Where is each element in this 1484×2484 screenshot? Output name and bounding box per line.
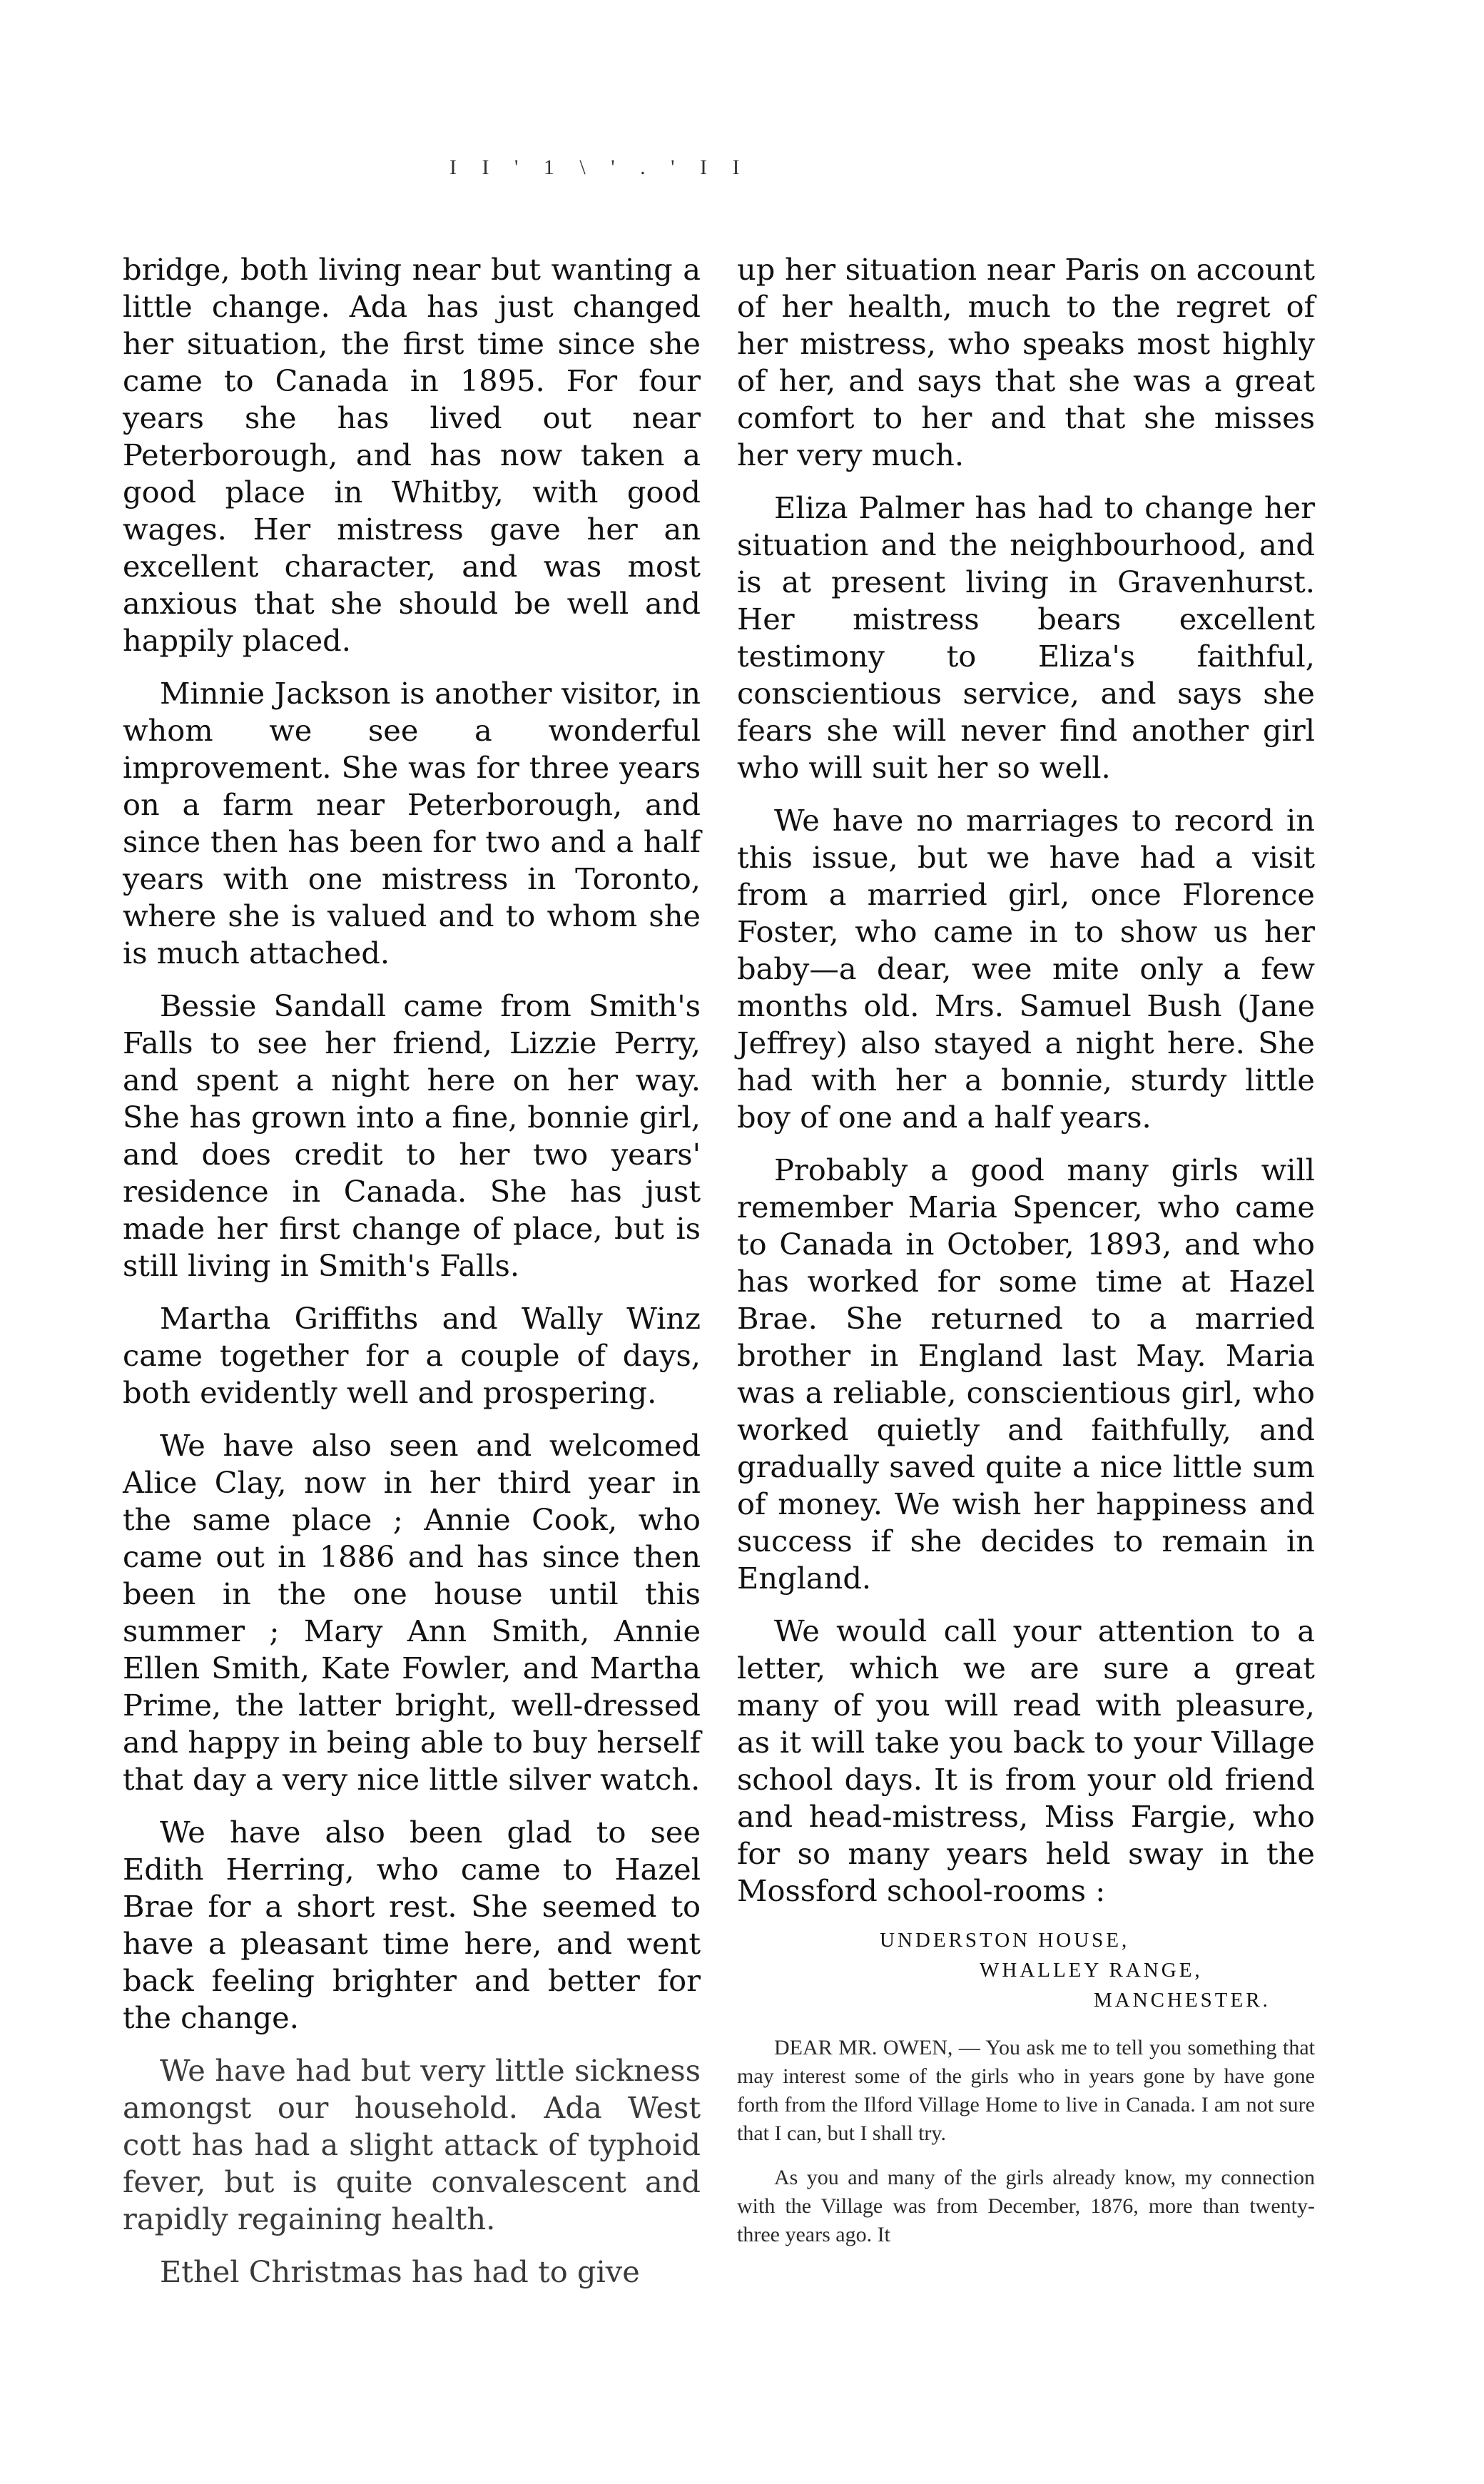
left-column <box>123 251 701 2306</box>
paragraph: We have no marriages to record in this issue, but we have had a visit from a married girl, once Florence Foster, who came in to show us her baby—a dear, wee mite only a few months old. Mrs. Samuel Bush (Jane Jeffrey) also stayed a night here. She had with her a bonnie, sturdy little boy of one and a half years. <box>737 803 1315 1135</box>
address-line: WHALLEY RANGE, <box>980 1959 1203 1982</box>
paragraph: We have also seen and welcomed Alice Clay, now in her third year in the same place ; Annie Cook, who came out in 1886 and has since then been in the one house until this summer ; Mary Ann Smith, Annie Ellen Smith, Kate Fowler, and Martha Prime, the latter bright, well-dressed and happy in being able to buy herself that day a very nice little silver watch. <box>123 1428 701 1797</box>
paragraph: Martha Griffiths and Wally Winz came together for a couple of days, both evidently well and prospering. <box>123 1301 701 1410</box>
paragraph: Eliza Palmer has had to change her situation and the neighbourhood, and is at present living in Gravenhurst. Her mistress bears excellent testimony to Eliza's faithful, conscientious service, and says she fears she will never find another girl who will suit her so well. <box>737 490 1315 785</box>
address-line: MANCHESTER. <box>1094 1989 1271 2012</box>
right-column <box>737 251 1315 2265</box>
page-header: I I ' 1 \ ' . ' I I <box>449 156 750 179</box>
paragraph: bridge, both living near but wanting a little change. Ada has just changed her situation, the first time since she came to Canada in 1895. For four years she has lived out near Peterborough, and has now taken a good place in Whitby, with good wages. Her mistress gave her an excellent character, and was most anxious that she should be well and happily placed. <box>123 252 701 658</box>
paragraph: We have had but very little sickness amongst our household. Ada West cott has had a slight attack of typhoid fever, but is quite convalescent and rapidly regaining health. <box>123 2053 701 2236</box>
paragraph: Bessie Sandall came from Smith's Falls to see her friend, Lizzie Perry, and spent a night here on her way. She has grown into a fine, bonnie girl, and does credit to her two years' residence in Canada. She has just made her first change of place, but is still living in Smith's Falls. <box>123 988 701 1283</box>
letter-paragraph: As you and many of the girls already know, my connection with the Village was from December, 1876, more than twenty-three years ago. It <box>737 2166 1315 2246</box>
paragraph: up her situation near Paris on account of her health, much to the regret of her mistress, who speaks most highly of her, and says that she was a great comfort to her and that she misses her very much. <box>737 252 1315 472</box>
letter-address <box>737 1925 1315 2015</box>
paragraph: Minnie Jackson is another visitor, in whom we see a wonderful improvement. She was for three years on a farm near Peterborough, and since then has been for two and a half years with one mistress in Toronto, where she is valued and to whom she is much attached. <box>123 676 701 970</box>
address-line: UNDERSTON HOUSE, <box>880 1929 1130 1952</box>
paragraph: We have also been glad to see Edith Herring, who came to Hazel Brae for a short rest. She seemed to have a pleasant time here, and went back feeling brighter and better for the change. <box>123 1815 701 2035</box>
paragraph: Probably a good many girls will remember Maria Spencer, who came to Canada in October, 1893, and who has worked for some time at Hazel Brae. She returned to a married brother in England last May. Maria was a reliable, conscientious girl, who worked quietly and faithfully, and gradually saved quite a nice little sum of money. We wish her happiness and success if she decides to remain in England. <box>737 1152 1315 1596</box>
paragraph: We would call your attention to a letter, which we are sure a great many of you will read with pleasure, as it will take you back to your Village school days. It is from your old friend and head-mistress, Miss Fargie, who for so many years held sway in the Mossford school-rooms : <box>737 1613 1315 1908</box>
letter-paragraph: DEAR MR. OWEN, — You ask me to tell you something that may interest some of the girls who in years gone by have gone forth from the Ilford Village Home to live in Canada. I am not sure that I can, but I shall try. <box>737 2036 1315 2145</box>
paragraph: Ethel Christmas has had to give <box>160 2254 640 2289</box>
